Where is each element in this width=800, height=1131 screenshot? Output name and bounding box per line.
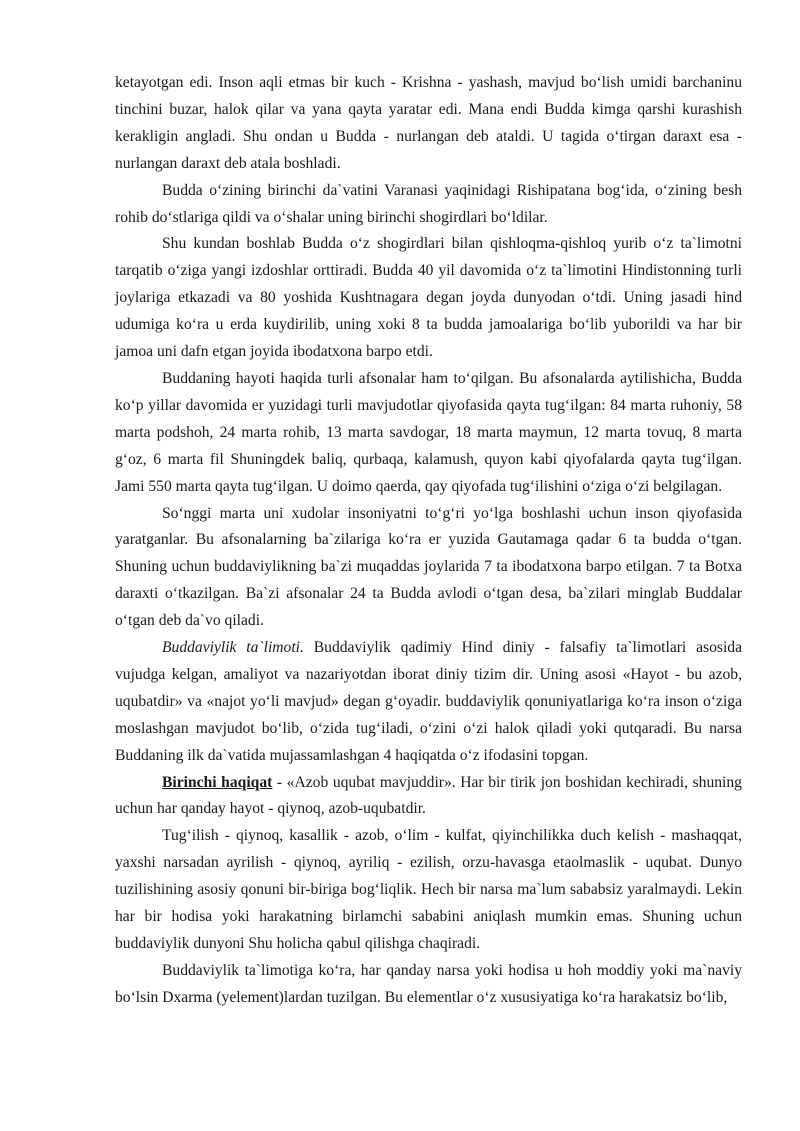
paragraph-7-body: - «Azob uqubat mavjuddir». Har bir tirik jon boshidan kechiradi, shuning uchun har qanday hayot - qiynoq, azob-uqubatdir. [115, 773, 742, 818]
paragraph-5: Soʻnggi marta uni xudolar insoniyatni toʻgʻri yoʻlga boshlashi uchun inson qiyofasida yaratganlar. Bu afsonalarning ba`zilariga koʻra er yuzida Gautamaga qadar 6 ta budda oʻtgan. Shuning uchun buddaviylikning ba`zi muqaddas joylarida 7 ta ibodatxona barpo etilgan. 7 ta Botxa daraxti oʻtkazilgan. Ba`zi afsonalar 24 ta Budda avlodi oʻtgan desa, ba`zilari minglab Buddalar oʻtgan deb da`vo qiladi. [115, 504, 742, 630]
paragraph-6 [115, 635, 742, 770]
document-page [115, 70, 742, 1012]
section-heading-buddaviylik: Buddaviylik ta`limoti. [162, 639, 304, 657]
paragraph-9: Buddaviylik ta`limotiga koʻra, har qanday narsa yoki hodisa u hoh moddiy yoki ma`naviy boʻlsin Dxarma (yelement)lardan tuzilgan. Bu elementlar oʻz xususiyatiga koʻra harakatsiz boʻlib, [115, 961, 742, 1006]
paragraph-1: ketayotgan edi. Inson aqli etmas bir kuch - Krishna - yashash, mavjud boʻlish umidi barchaninu tinchini buzar, halok qilar va yana qayta yaratar edi. Mana endi Budda kimga qarshi kurashish kerakligin angladi. Shu ondan u Budda - nurlangan deb ataldi. U tagida oʻtirgan daraxt esa - nurlangan daraxt deb atala boshladi. [115, 74, 742, 172]
term-birinchi-haqiqat: Birinchi haqiqat [162, 773, 273, 791]
paragraph-2: Budda oʻzining birinchi da`vatini Varanasi yaqinidagi Rishipatana bogʻida, oʻzining besh rohib doʻstlariga qildi va oʻshalar uning birinchi shogirdlari boʻldilar. [115, 181, 742, 226]
paragraph-8: Tugʻilish - qiynoq, kasallik - azob, oʻlim - kulfat, qiyinchilikka duch kelish - mashaqqat, yaxshi narsadan ayrilish - qiynoq, ayriliq - ezilish, orzu-havasga etaolmaslik - uqubat. Dunyo tuzilishining asosiy qonuni bir-biriga bogʻliqlik. Hech bir narsa ma`lum sababsiz yaralmaydi. Lekin har bir hodisa yoki harakatning birlamchi sababini aniqlash mumkin emas. Shuning uchun buddaviylik dunyoni Shu holicha qabul qilishga chaqiradi. [115, 827, 742, 952]
paragraph-3: Shu kundan boshlab Budda oʻz shogirdlari bilan qishloqma-qishloq yurib oʻz ta`limotni tarqatib oʻziga yangi izdoshlar orttiradi. Budda 40 yil davomida oʻz ta`limotini Hindistonning turli joylariga etkazadi va 80 yoshida Kushtnagara degan joyda dunyodan oʻtdi. Uning jasadi hind udumiga koʻra u erda kuydirilib, uning xoki 8 ta budda jamoalariga boʻlib yuborildi va har bir jamoa uni dafn etgan joyida ibodatxona barpo etdi. [115, 235, 742, 361]
paragraph-4: Buddaning hayoti haqida turli afsonalar ham toʻqilgan. Bu afsonalarda aytilishicha, Budda koʻp yillar davomida er yuzidagi turli mavjudotlar qiyofasida qayta tugʻilgan: 84 marta ruhoniy, 58 marta podshoh, 24 marta rohib, 13 marta savdogar, 18 marta maymun, 12 marta tovuq, 8 marta gʻoz, 6 marta fil Shuningdek baliq, qurbaqa, kalamush, quyon kabi qiyofalarda qayta tugʻilgan. Jami 550 marta qayta tugʻilgan. U doimo qaerda, qay qiyofada tugʻilishini oʻziga oʻzi belgilagan. [115, 369, 742, 495]
paragraph-7 [115, 770, 742, 824]
paragraph-6-body: Buddaviylik qadimiy Hind diniy - falsafiy ta`limotlari asosida vujudga kelgan, amaliyot va nazariyotdan iborat diniy tizim dir. Uning asosi «Hayot - bu azob, uqubatdir» va «najot yoʻli mavjud» degan gʻoyadir. buddaviylik qonuniyatlariga koʻra inson oʻziga moslashgan mavjudot boʻlib, oʻzida tugʻiladi, oʻzini oʻzi halok qiladi yoki qutqaradi. Bu narsa Buddaning ilk da`vatida mujassamlashgan 4 haqiqatda oʻz ifodasini topgan. [115, 639, 742, 764]
